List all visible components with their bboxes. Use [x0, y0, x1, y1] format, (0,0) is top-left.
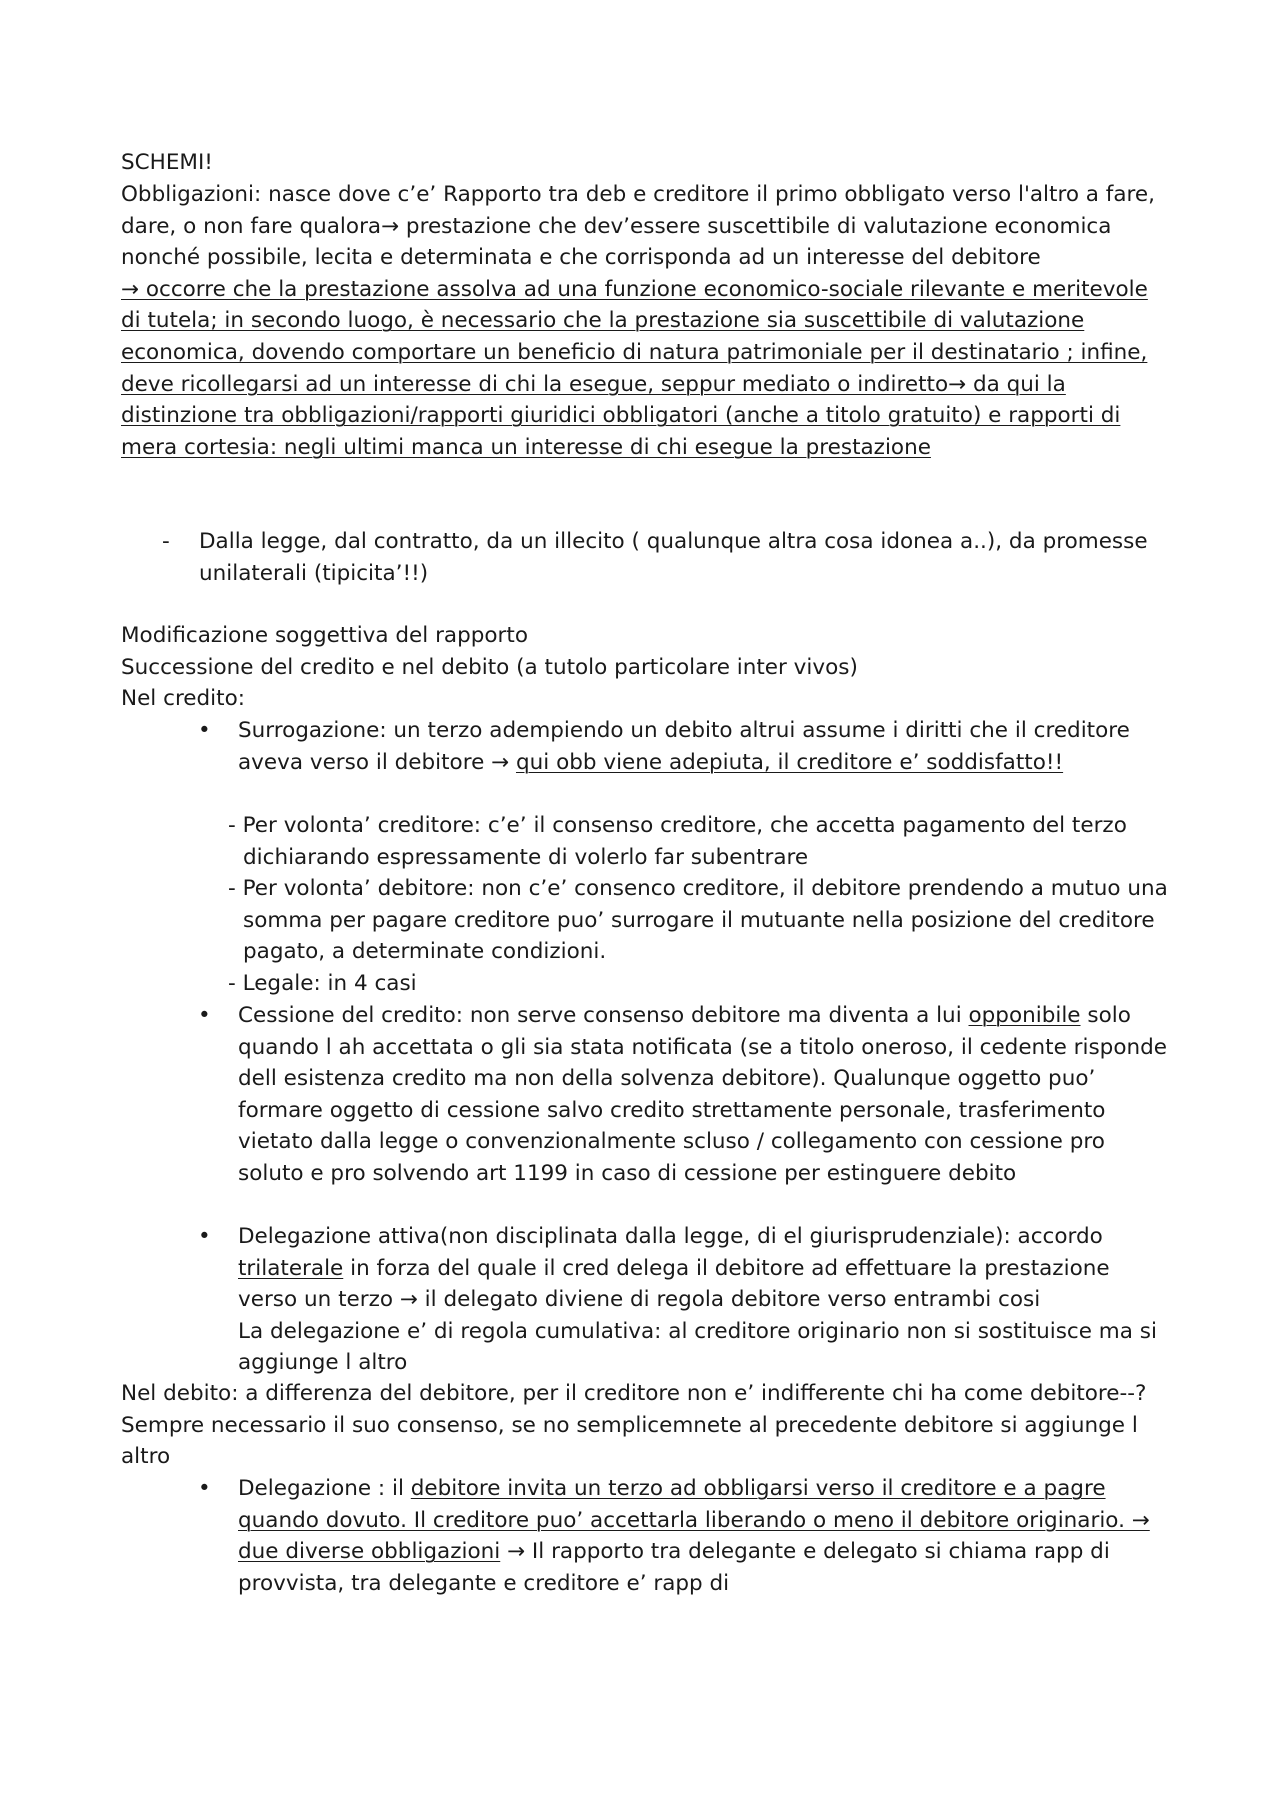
bullet-delegazione-attiva: • — [198, 1224, 211, 1249]
bullet-surrogazione: • — [198, 718, 211, 743]
cessione-text-after: solo quando l ah accettata o gli sia stata notificata (se a titolo oneroso, il cedente risponde dell esistenza credito ma non della solvenza debitore). Qualunque oggetto puo’ formare oggetto di cessione salvo credito strettamente personale, trasferimento vietato dalla legge o convenzionalmente scluso / collegamento con cessione pro soluto e pro solvendo art 1199 in caso di cessione per estinguere debito — [238, 1003, 1167, 1186]
succession-line: Successione del credito e nel debito (a tutolo particolare inter vivos) — [121, 655, 858, 680]
delegazione-item — [238, 1473, 1173, 1599]
delegazione-text-after: → Il rapporto tra delegante e delegato si chiama rapp di provvista, tra delegante e creditore e’ rapp di — [238, 1539, 1110, 1596]
debt-paragraph: Nel debito: a differenza del debitore, per il creditore non e’ indifferente chi ha come debitore--? Sempre necessario il suo consenso, se no semplicemnete al precedente debitore si aggiunge l altro — [121, 1381, 1147, 1470]
surrogazione-text: Surrogazione: un terzo adempiendo un debito altrui assume i diritti che il creditore aveva verso il debitore → — [238, 718, 1130, 775]
delegazione-underlined: debitore invita un terzo ad obbligarsi verso il creditore e a pagre quando dovuto. Il creditore puo’ accettarla liberando o meno il debitore originario. → due diverse obbligazioni — [238, 1476, 1150, 1565]
delegazione-text-before: Delegazione : il — [238, 1476, 411, 1501]
delegazione-attiva-item — [238, 1221, 1173, 1379]
list-dash-marker: - — [162, 529, 170, 554]
document-title: SCHEMI! — [121, 150, 213, 175]
surrogazione-sub-creditore: - Per volonta’ creditore: c’e’ il consenso creditore, che accetta pagamento del terzo dichiarando espressamente di volerlo far subentrare — [228, 813, 1127, 870]
section-heading: Modificazione soggettiva del rapporto — [121, 623, 528, 648]
surrogazione-sub-legale: - Legale: in 4 casi — [228, 971, 417, 996]
intro-underlined-text: → occorre che la prestazione assolva ad una funzione economico-sociale rilevante e meritevole di tutela; in secondo luogo, è necessario che la prestazione sia suscettibile di valutazione economica, dovendo comportare un beneficio di natura patrimoniale per il destinatario ; infine, deve ricollegarsi ad un interesse di chi la esegue, seppur mediato o indiretto→ da qui la distinzione tra obbligazioni/rapporti giuridici obbligatori (anche a titolo gratuito) e rapporti di mera cortesia: negli ultimi manca un interesse di chi esegue la prestazione — [121, 276, 1148, 460]
cessione-text-before: Cessione del credito: non serve consenso debitore ma diventa a lui — [238, 1003, 969, 1028]
delegazione-attiva-text-before: Delegazione attiva(non disciplinata dalla legge, di el giurisprudenziale): accordo — [238, 1224, 1103, 1249]
obbligazioni-paragraph — [121, 179, 1161, 463]
credit-heading: Nel credito: — [121, 686, 245, 711]
cessione-item — [238, 1000, 1173, 1190]
sources-list-item: Dalla legge, dal contratto, da un illecito ( qualunque altra cosa idonea a..), da promesse unilaterali (tipicita’!!) — [199, 529, 1148, 586]
delegazione-attiva-text-after: in forza del quale il cred delega il debitore ad effettuare la prestazione verso un terzo → il delegato diviene di regola debitore verso entrambi cosi — [238, 1255, 1110, 1313]
bullet-cessione: • — [198, 1003, 211, 1028]
surrogazione-sub-debitore: - Per volonta’ debitore: non c’e’ consenco creditore, il debitore prendendo a mutuo una somma per pagare creditore puo’ surrogare il mutuante nella posizione del creditore pagato, a determinate condizioni. — [228, 876, 1168, 965]
delegazione-attiva-note: La delegazione e’ di regola cumulativa: al creditore originario non si sostituisce ma si aggiunge l altro — [238, 1318, 1157, 1376]
bullet-delegazione: • — [198, 1476, 211, 1501]
intro-text: Obbligazioni: nasce dove c’e’ Rapporto tra deb e creditore il primo obbligato verso l'altro a fare, dare, o non fare qualora→ prestazione che dev’essere suscettibile di valutazione economica nonché possibile, lecita e determinata e che corrisponda ad un interesse del debitore — [121, 182, 1155, 271]
delegazione-attiva-underlined: trilaterale — [238, 1255, 344, 1281]
surrogazione-underlined: qui obb viene adepiuta, il creditore e’ soddisfatto!! — [515, 749, 1064, 775]
cessione-underlined: opponibile — [968, 1003, 1081, 1028]
surrogazione-item — [238, 715, 1173, 778]
